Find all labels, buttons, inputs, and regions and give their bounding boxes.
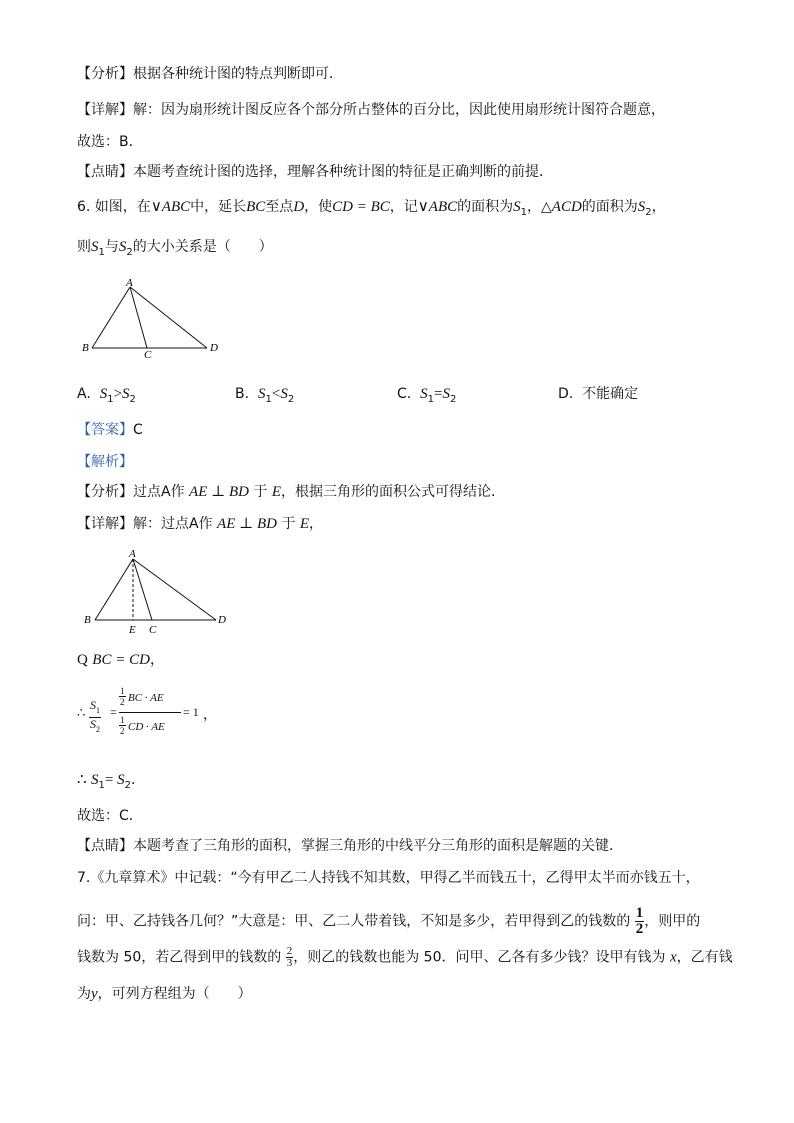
detail-tag: 【详解】 [77, 102, 133, 118]
q7-line4: 为y，可列方程组为（ ） [77, 986, 252, 1002]
q5-detail: 【详解】解：因为扇形统计图反应各个部分所占整体的百分比，因此使用扇形统计图符合题意， [77, 102, 665, 118]
q7-line1: 7.《九章算术》中记载：“今有甲乙二人持钱不知其数，甲得乙半而钱五十，乙得甲太半而亦钱五十， [77, 870, 700, 886]
label-C: C [144, 349, 152, 358]
triangle-figure-2 [80, 545, 230, 637]
q6-stem-line2: 则$S_1$与$S_2$的大小关系是（ ） [77, 239, 273, 258]
answer-tag: 【答案】 [77, 422, 133, 438]
comment-tag: 【点睛】 [77, 164, 133, 180]
compound-fraction: $\frac{1}{2}$ BC · AE $\frac{1}{2}$ CD · AE [119, 685, 181, 740]
q6-jiexi-tag: 【解析】 [77, 454, 133, 470]
option-d: D. 不能确定 [558, 386, 639, 402]
analysis-tag: 【分析】 [77, 66, 133, 82]
q7-line3: 钱数为 50，若乙得到甲的钱数的 $\frac{2}{3}$ ，则乙的钱数也能为 50．问甲、乙各有多少钱？设甲有钱为 x，乙有钱 [77, 945, 733, 969]
q7-line2: 问：甲、乙持钱各几何？”大意是：甲、乙二人带着钱，不知是多少，若甲得到乙的钱数的 $\frac{1}{2}$ ，则甲的 [77, 905, 701, 937]
label-A: A [129, 548, 136, 560]
s1-over-s2: $\frac{S_1}{S_2}$ [90, 698, 100, 734]
label-B: B [82, 342, 89, 354]
q6-analysis: 【分析】过点A作 AE ⊥ BD 于 E，根据三角形的面积公式可得结论． [77, 484, 506, 500]
q5-comment: 【点睛】本题考查统计图的选择，理解各种统计图的特征是正确判断的前提． [77, 164, 553, 180]
because-line: Q BC = CD， [77, 652, 164, 668]
option-c: C. $S_1=S_2$ [397, 386, 457, 405]
q5-answer: 故选：B． [77, 134, 143, 150]
q6-answer-line: 故选：C． [77, 808, 143, 824]
fraction-one-half: $\frac{1}{2}$ [635, 905, 644, 937]
q6-comment: 【点睛】本题考查了三角形的面积，掌握三角形的中线平分三角形的面积是解题的关键． [77, 838, 623, 854]
q6-stem-line1: 6. 如图，在∨ABC中，延长BC至点D，使CD = BC，记∨ABC的面积为$S_1$，△ACD的面积为$S_2$， [77, 199, 666, 218]
label-A: A [126, 277, 133, 289]
option-b: B. $S_1<S_2$ [235, 386, 295, 405]
label-C: C [149, 624, 157, 636]
label-D: D [218, 614, 226, 626]
option-a: A. $S_1>S_2$ [77, 386, 136, 405]
label-E: E [129, 624, 136, 636]
fraction-two-thirds: $\frac{2}{3}$ [286, 945, 293, 969]
q6-answer: 【答案】C [77, 422, 143, 438]
q5-analysis: 【分析】根据各种统计图的特点判断即可． [77, 66, 343, 82]
q6-detail: 【详解】解：过点A作 AE ⊥ BD 于 E， [77, 516, 324, 532]
therefore-line: ∴ $S_1= S_2$． [77, 772, 145, 791]
label-D: D [210, 342, 218, 354]
label-B: B [84, 614, 91, 626]
triangle-figure-1 [80, 276, 230, 358]
